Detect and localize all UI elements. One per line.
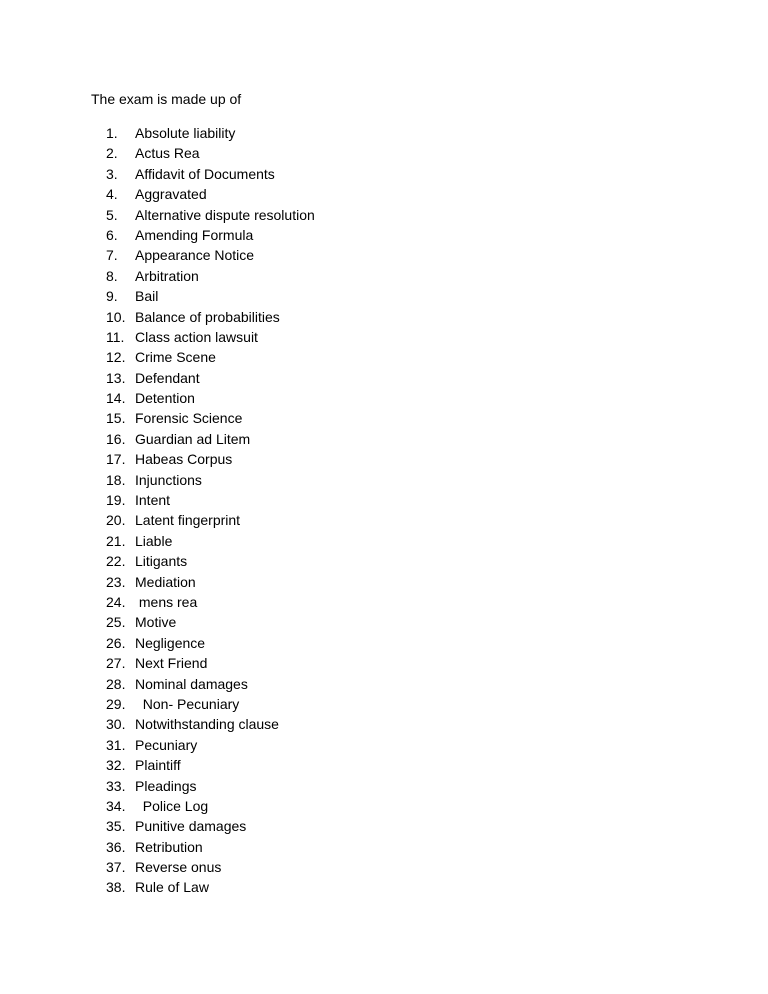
list-item-text: Plaintiff bbox=[135, 757, 181, 774]
list-item-text: Notwithstanding clause bbox=[135, 716, 279, 733]
intro-text: The exam is made up of bbox=[91, 91, 242, 107]
list-item-text: Punitive damages bbox=[135, 818, 247, 835]
list-item-text: Latent fingerprint bbox=[135, 512, 241, 529]
list-item-text: Crime Scene bbox=[135, 349, 216, 366]
list-item-number: 23. bbox=[106, 573, 126, 590]
list-item-number: 18. bbox=[106, 471, 126, 488]
list-item-text: Injunctions bbox=[135, 471, 202, 488]
list-item-text: Guardian ad Litem bbox=[135, 430, 251, 447]
list-item-number: 33. bbox=[106, 777, 126, 794]
list-item-number: 16. bbox=[106, 430, 126, 447]
list-item-number: 32. bbox=[106, 757, 126, 774]
list-item-text: Liable bbox=[135, 532, 173, 549]
list-item-text: Appearance Notice bbox=[135, 247, 255, 264]
list-item-text: Amending Formula bbox=[135, 226, 254, 243]
list-item-number: 3. bbox=[106, 165, 118, 182]
list-item-number: 25. bbox=[106, 614, 126, 631]
list-item-text: Mediation bbox=[135, 573, 196, 590]
list-item-number: 17. bbox=[106, 451, 126, 468]
list-item-text: Aggravated bbox=[135, 186, 207, 203]
list-item-text: Negligence bbox=[135, 634, 206, 651]
list-item-number: 21. bbox=[106, 532, 126, 549]
list-item-text: Litigants bbox=[135, 553, 188, 570]
list-item-text: Detention bbox=[135, 390, 195, 407]
list-item-number: 24. bbox=[106, 593, 126, 610]
list-item-number: 38. bbox=[106, 879, 126, 896]
list-item-text: Next Friend bbox=[135, 655, 208, 672]
list-item-text: Intent bbox=[135, 492, 171, 509]
list-item-text: mens rea bbox=[135, 593, 198, 610]
list-item-number: 37. bbox=[106, 859, 126, 876]
list-item-number: 31. bbox=[106, 736, 126, 753]
list-item-text: Balance of probabilities bbox=[135, 308, 280, 325]
list-item-number: 19. bbox=[106, 492, 126, 509]
list-item-number: 15. bbox=[106, 410, 126, 427]
list-item-text: Nominal damages bbox=[135, 675, 248, 692]
list-item-text: Defendant bbox=[135, 369, 200, 386]
list-item-text: Pecuniary bbox=[135, 736, 198, 753]
list-item-number: 12. bbox=[106, 349, 126, 366]
list-item-text: Absolute liability bbox=[135, 125, 236, 141]
list-item-text: Alternative dispute resolution bbox=[135, 206, 315, 223]
list-item-text: Rule of Law bbox=[135, 879, 209, 896]
list-item-number: 36. bbox=[106, 838, 126, 855]
list-item-number: 10. bbox=[106, 308, 126, 325]
list-item-number: 9. bbox=[106, 288, 118, 305]
list-item-number: 1. bbox=[106, 125, 118, 141]
list-item-number: 6. bbox=[106, 226, 118, 243]
list-item-number: 30. bbox=[106, 716, 126, 733]
list-item-text: Bail bbox=[135, 288, 159, 305]
list-item-number: 14. bbox=[106, 390, 126, 407]
list-item-number: 13. bbox=[106, 369, 126, 386]
list-item-text: Non- Pecuniary bbox=[135, 695, 240, 712]
list-item-text: Affidavit of Documents bbox=[135, 165, 275, 182]
list-item-number: 20. bbox=[106, 512, 126, 529]
list-item-text: Actus Rea bbox=[135, 145, 200, 162]
list-item-number: 27. bbox=[106, 655, 126, 672]
list-item-text: Pleadings bbox=[135, 777, 197, 794]
list-item-number: 11. bbox=[106, 328, 125, 345]
list-item-text: Class action lawsuit bbox=[135, 328, 258, 345]
list-item-text: Retribution bbox=[135, 838, 203, 855]
list-item-number: 2. bbox=[106, 145, 118, 162]
list-item-text: Police Log bbox=[135, 797, 209, 814]
list-item-number: 35. bbox=[106, 818, 126, 835]
list-item-number: 26. bbox=[106, 634, 126, 651]
list-item-number: 22. bbox=[106, 553, 126, 570]
list-item-text: Motive bbox=[135, 614, 177, 631]
list-item-number: 8. bbox=[106, 267, 118, 284]
list-item-text: Habeas Corpus bbox=[135, 451, 233, 468]
list-item-number: 7. bbox=[106, 247, 118, 264]
list-item-text: Forensic Science bbox=[135, 410, 243, 427]
list-item-text: Arbitration bbox=[135, 267, 199, 284]
list-item-number: 5. bbox=[106, 206, 118, 223]
list-item-number: 34. bbox=[106, 797, 126, 814]
list-item-text: Reverse onus bbox=[135, 859, 222, 876]
list-item-number: 29. bbox=[106, 695, 126, 712]
list-item-number: 4. bbox=[106, 186, 118, 203]
list-item-number: 28. bbox=[106, 675, 126, 692]
